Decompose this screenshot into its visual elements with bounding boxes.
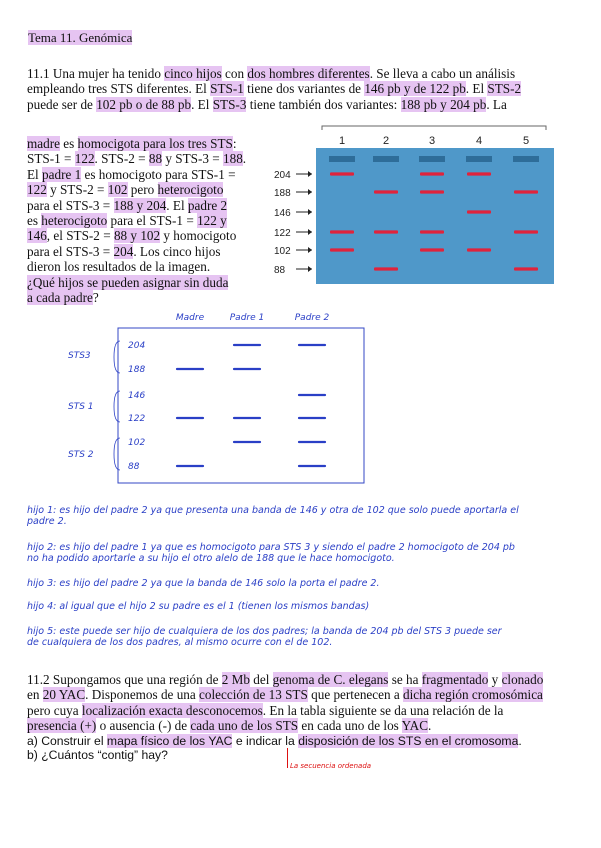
problem-1-intro bbox=[27, 66, 567, 112]
left-line: 122 y STS-2 = 102 pero heterocigoto bbox=[27, 182, 224, 198]
left-line: STS-1 = 122. STS-2 = 88 y STS-3 = 188. bbox=[27, 151, 247, 167]
gel-well bbox=[513, 156, 539, 162]
sketch-size-label: 88 bbox=[128, 462, 140, 472]
size-label: 204 bbox=[274, 170, 291, 181]
size-arrowhead bbox=[308, 247, 312, 253]
gel-band bbox=[420, 172, 444, 175]
gel-band bbox=[420, 248, 444, 251]
problem-1-line-3: puede ser de 102 pb o de 88 pb. El STS-3 tiene también dos variantes: 188 pb y 204 pb. La bbox=[27, 96, 507, 112]
answer-hijo-2: hijo 2: es hijo del padre 1 ya que es homocigoto para STS 3 y siendo el padre 2 homocigoto de 204 pb no ha podido aportarle a su hijo el otro alelo de 188 que le hace homocigoto. bbox=[27, 542, 515, 564]
gel-band bbox=[420, 190, 444, 193]
gel-band bbox=[514, 190, 538, 193]
gel-image bbox=[272, 122, 562, 287]
size-arrowhead bbox=[308, 209, 312, 215]
size-arrowhead bbox=[308, 171, 312, 177]
sketch-size-label: 204 bbox=[128, 341, 146, 351]
size-label: 102 bbox=[274, 246, 291, 257]
gel-well bbox=[373, 156, 399, 162]
hand-sketch bbox=[40, 300, 380, 485]
problem-1-left-column bbox=[27, 136, 267, 305]
problem-1-line-2: empleando tres STS diferentes. El STS-1 tiene dos variantes de 146 pb y de 122 pb. El STS-2 bbox=[27, 81, 522, 97]
gel-band bbox=[514, 267, 538, 270]
left-line: dieron los resultados de la imagen. bbox=[27, 259, 211, 275]
left-line: es heterocigoto para el STS-1 = 122 y bbox=[27, 213, 227, 229]
note-stroke bbox=[287, 748, 288, 768]
gel-body bbox=[316, 148, 554, 284]
lane-number: 3 bbox=[428, 135, 436, 147]
problem-2-line-1: 11.2 Supongamos que una región de 2 Mb del genoma de C. elegans se ha fragmentado y clonado bbox=[27, 672, 544, 687]
gel-well bbox=[466, 156, 492, 162]
gel-bracket bbox=[322, 126, 546, 130]
left-line: a cada padre? bbox=[27, 290, 99, 306]
gel-band bbox=[374, 230, 398, 233]
left-line: El padre 1 es homocigoto para STS-1 = bbox=[27, 166, 236, 182]
size-label: 122 bbox=[274, 228, 291, 239]
gel-well bbox=[329, 156, 355, 162]
problem-2-line-3: pero cuya localización exacta desconocemos. En la tabla siguiente se da una relación de la bbox=[27, 702, 504, 718]
sketch-size-label: 122 bbox=[128, 414, 146, 424]
left-line: para el STS-3 = 204. Los cinco hijos bbox=[27, 243, 221, 259]
sketch-header: Madre bbox=[175, 313, 205, 323]
problem-2-item-a: a) Construir el mapa físico de los YAC e indicar la disposición de los STS en el cromosoma. bbox=[27, 733, 522, 748]
problem-2-line-2: en 20 YAC. Disponemos de una colección de 13 STS que pertenecen a dicha región cromosómica bbox=[27, 687, 543, 703]
answer-hijo-5: hijo 5: este puede ser hijo de cualquiera de los dos padres; la banda de 204 pb del STS 3 puede ser de cualquiera de los dos padres, al mismo ocurre con el de 102. bbox=[27, 626, 502, 648]
lane-number: 5 bbox=[522, 135, 530, 147]
gel-figure bbox=[272, 122, 562, 287]
sketch-group-label: STS3 bbox=[68, 351, 91, 361]
gel-band bbox=[374, 190, 398, 193]
sketch-brace bbox=[114, 341, 120, 373]
gel-band bbox=[330, 248, 354, 251]
sketch-group-label: STS 2 bbox=[68, 450, 94, 460]
gel-band bbox=[420, 230, 444, 233]
sketch-size-label: 188 bbox=[128, 365, 146, 375]
handwritten-note: La secuencia ordenada bbox=[290, 762, 372, 770]
lane-number: 2 bbox=[382, 135, 390, 147]
answer-hijo-4: hijo 4: al igual que el hijo 2 su padre es el 1 (tienen los mismos bandas) bbox=[27, 601, 370, 612]
size-label: 146 bbox=[274, 208, 291, 219]
gel-band bbox=[330, 172, 354, 175]
gel-band bbox=[467, 172, 491, 175]
gel-band bbox=[514, 230, 538, 233]
sketch-brace bbox=[114, 438, 120, 470]
page-title: Tema 11. Genómica bbox=[28, 30, 133, 45]
sketch-brace bbox=[114, 391, 120, 422]
lane-number: 4 bbox=[475, 135, 483, 147]
gel-band bbox=[330, 230, 354, 233]
size-arrowhead bbox=[308, 266, 312, 272]
size-label: 88 bbox=[274, 265, 286, 276]
gel-band bbox=[467, 248, 491, 251]
sketch-size-label: 102 bbox=[128, 438, 146, 448]
sketch-header: Padre 1 bbox=[229, 313, 265, 323]
answer-hijo-3: hijo 3: es hijo del padre 2 ya que la banda de 146 solo la porta el padre 2. bbox=[27, 578, 380, 589]
left-line: madre es homocigota para los tres STS: bbox=[27, 136, 237, 151]
size-arrowhead bbox=[308, 189, 312, 195]
problem-1-line-1: 11.1 Una mujer ha tenido cinco hijos con dos hombres diferentes. Se lleva a cabo un análisis bbox=[27, 66, 516, 81]
sketch-group-label: STS 1 bbox=[68, 402, 94, 412]
lane-number: 1 bbox=[338, 135, 346, 147]
left-line: para el STS-3 = 188 y 204. El padre 2 bbox=[27, 197, 228, 213]
sketch-size-label: 146 bbox=[128, 391, 146, 401]
left-line: ¿Qué hijos se pueden asignar sin duda bbox=[27, 274, 229, 290]
problem-2 bbox=[27, 672, 572, 763]
problem-2-line-4: presencia (+) o ausencia (-) de cada uno de los STS en cada uno de los YAC. bbox=[27, 718, 432, 734]
size-arrowhead bbox=[308, 229, 312, 235]
sketch-box bbox=[118, 328, 364, 483]
gel-band bbox=[374, 267, 398, 270]
gel-band bbox=[467, 210, 491, 213]
gel-well bbox=[419, 156, 445, 162]
sketch-diagram bbox=[40, 300, 380, 485]
answer-hijo-1: hijo 1: es hijo del padre 2 ya que presenta una banda de 146 y otra de 102 que solo puede aportarla el padre 2. bbox=[27, 505, 519, 527]
sketch-header: Padre 2 bbox=[294, 313, 330, 323]
problem-2-item-b: b) ¿Cuántos “contig” hay? bbox=[27, 748, 168, 763]
left-line: 146, el STS-2 = 88 y 102 y homocigoto bbox=[27, 228, 237, 244]
size-label: 188 bbox=[274, 188, 291, 199]
